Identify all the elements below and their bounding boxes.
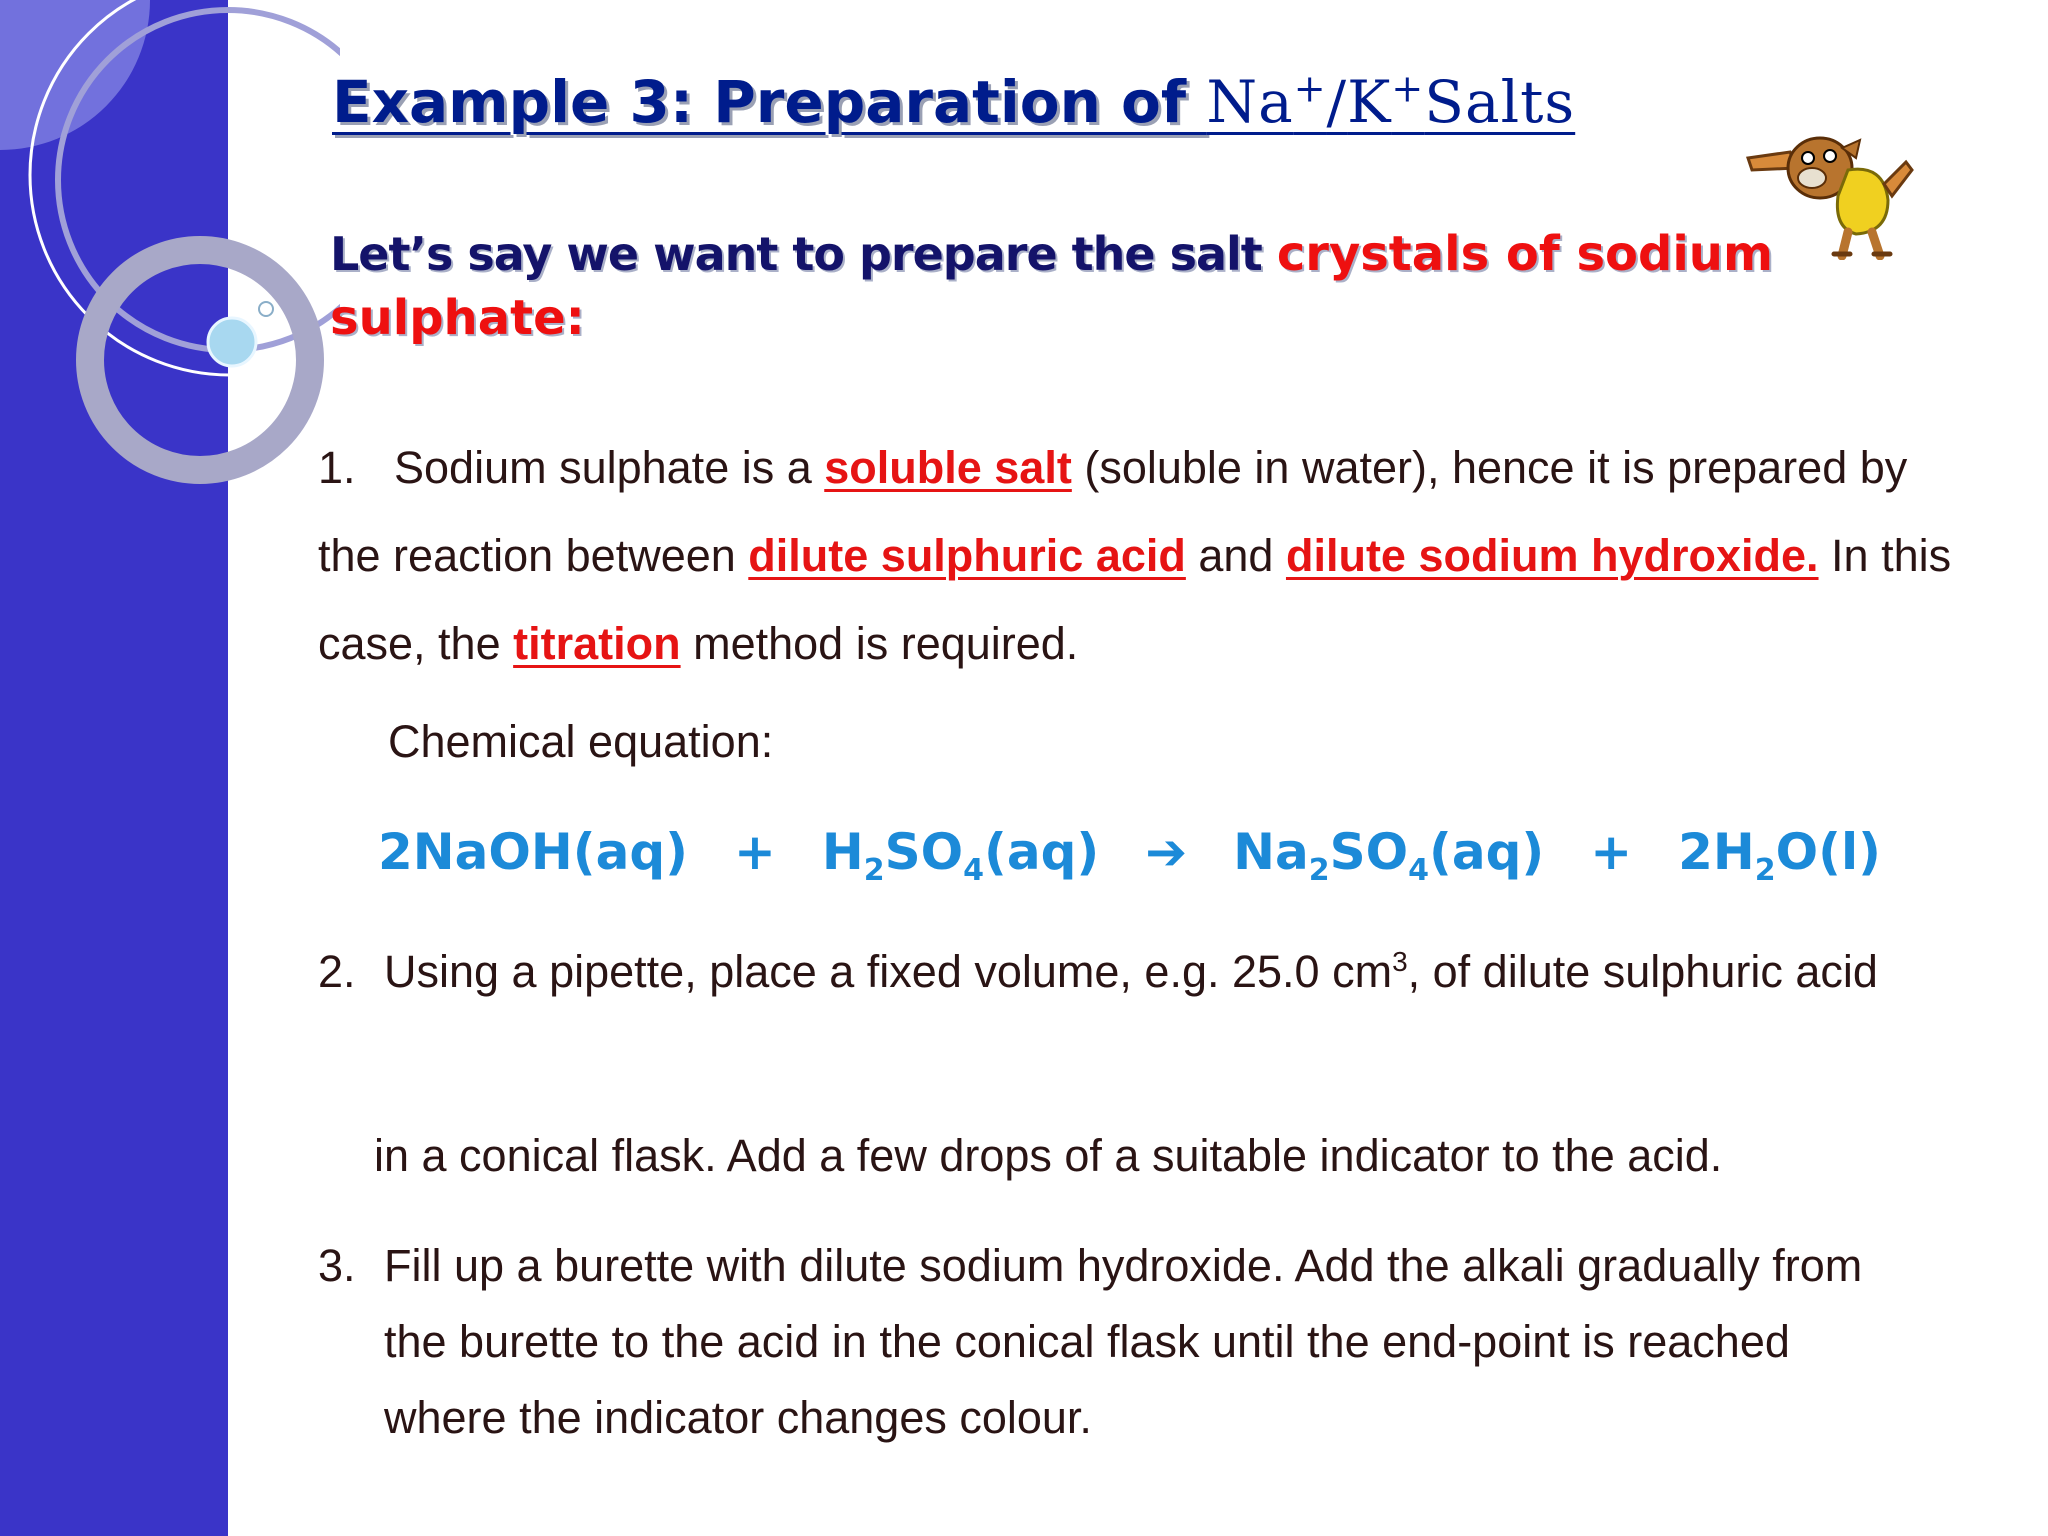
step-3-number: 3. <box>318 1240 356 1291</box>
keyword-titration: titration <box>513 618 681 669</box>
keyword-dilute-sodium-hydroxide: dilute sodium hydroxide. <box>1285 530 1819 581</box>
step-1-text-e: method is required. <box>680 618 1079 669</box>
step-1-text-b: (soluble in water), hence it is prepared by the reaction between <box>318 442 1908 581</box>
reactant-h2so4: $H_2SO_4(aq)$ <box>821 823 1100 888</box>
reactant-naoh: 2NaOH(aq) <box>378 823 688 881</box>
keyword-soluble-salt: soluble salt <box>824 442 1072 493</box>
ion-potassium-charge: + <box>1391 66 1425 111</box>
ion-sodium-charge: + <box>1293 66 1327 111</box>
step-1 <box>318 424 1978 688</box>
plus-sign-1: + <box>733 823 776 881</box>
plus-sign-2: + <box>1590 823 1633 881</box>
step-3 <box>318 1228 1924 1456</box>
title-suffix: Salts <box>1424 68 1576 136</box>
equation-label: Chemical equation: <box>388 716 774 767</box>
intro-highlight: crystals of sodium sulphate: <box>330 226 1773 346</box>
intro-text: Let’s say we want to prepare the salt <box>330 227 1277 281</box>
product-water: $2H_2O(l)$ <box>1678 823 1882 888</box>
slide-title <box>332 62 1732 142</box>
keyword-dilute-sulphuric-acid: dilute sulphuric acid <box>748 530 1186 581</box>
step-1-text-a: Sodium sulphate is a <box>394 442 825 493</box>
step-2-text-b: , of dilute sulphuric acid <box>1407 946 1878 997</box>
step-1-text-c: and <box>1185 530 1286 581</box>
arrow-icon: ➔ <box>1145 823 1188 881</box>
step-1-text-d: In this case, the <box>318 530 1952 669</box>
title-ions <box>1206 68 1575 136</box>
chemical-equation <box>378 820 1978 888</box>
product-na2so4: $Na_2SO_4(aq)$ <box>1233 823 1545 888</box>
title-prefix: Example 3: Preparation of <box>332 68 1207 136</box>
step-1-number: 1. <box>318 442 356 493</box>
ion-separator: / <box>1326 68 1348 136</box>
intro-statement <box>330 222 1830 350</box>
step-3-text: Fill up a burette with dilute sodium hydroxide. Add the alkali gradually from the burette to the acid in the conical flask until the end-point is reached where the indicator changes colour. <box>384 1240 1863 1443</box>
step-2-line-1 <box>318 930 1978 1004</box>
decorative-circles <box>0 0 340 520</box>
step-2-number: 2. <box>318 946 356 997</box>
ion-sodium: Na <box>1206 68 1294 136</box>
step-2-superscript: 3 <box>1392 946 1408 977</box>
ion-potassium: K <box>1347 68 1392 136</box>
step-2-line-2: in a conical flask. Add a few drops of a suitable indicator to the acid. <box>374 1130 1723 1181</box>
step-2-text-a: Using a pipette, place a fixed volume, e.g. 25.0 cm <box>384 946 1393 997</box>
